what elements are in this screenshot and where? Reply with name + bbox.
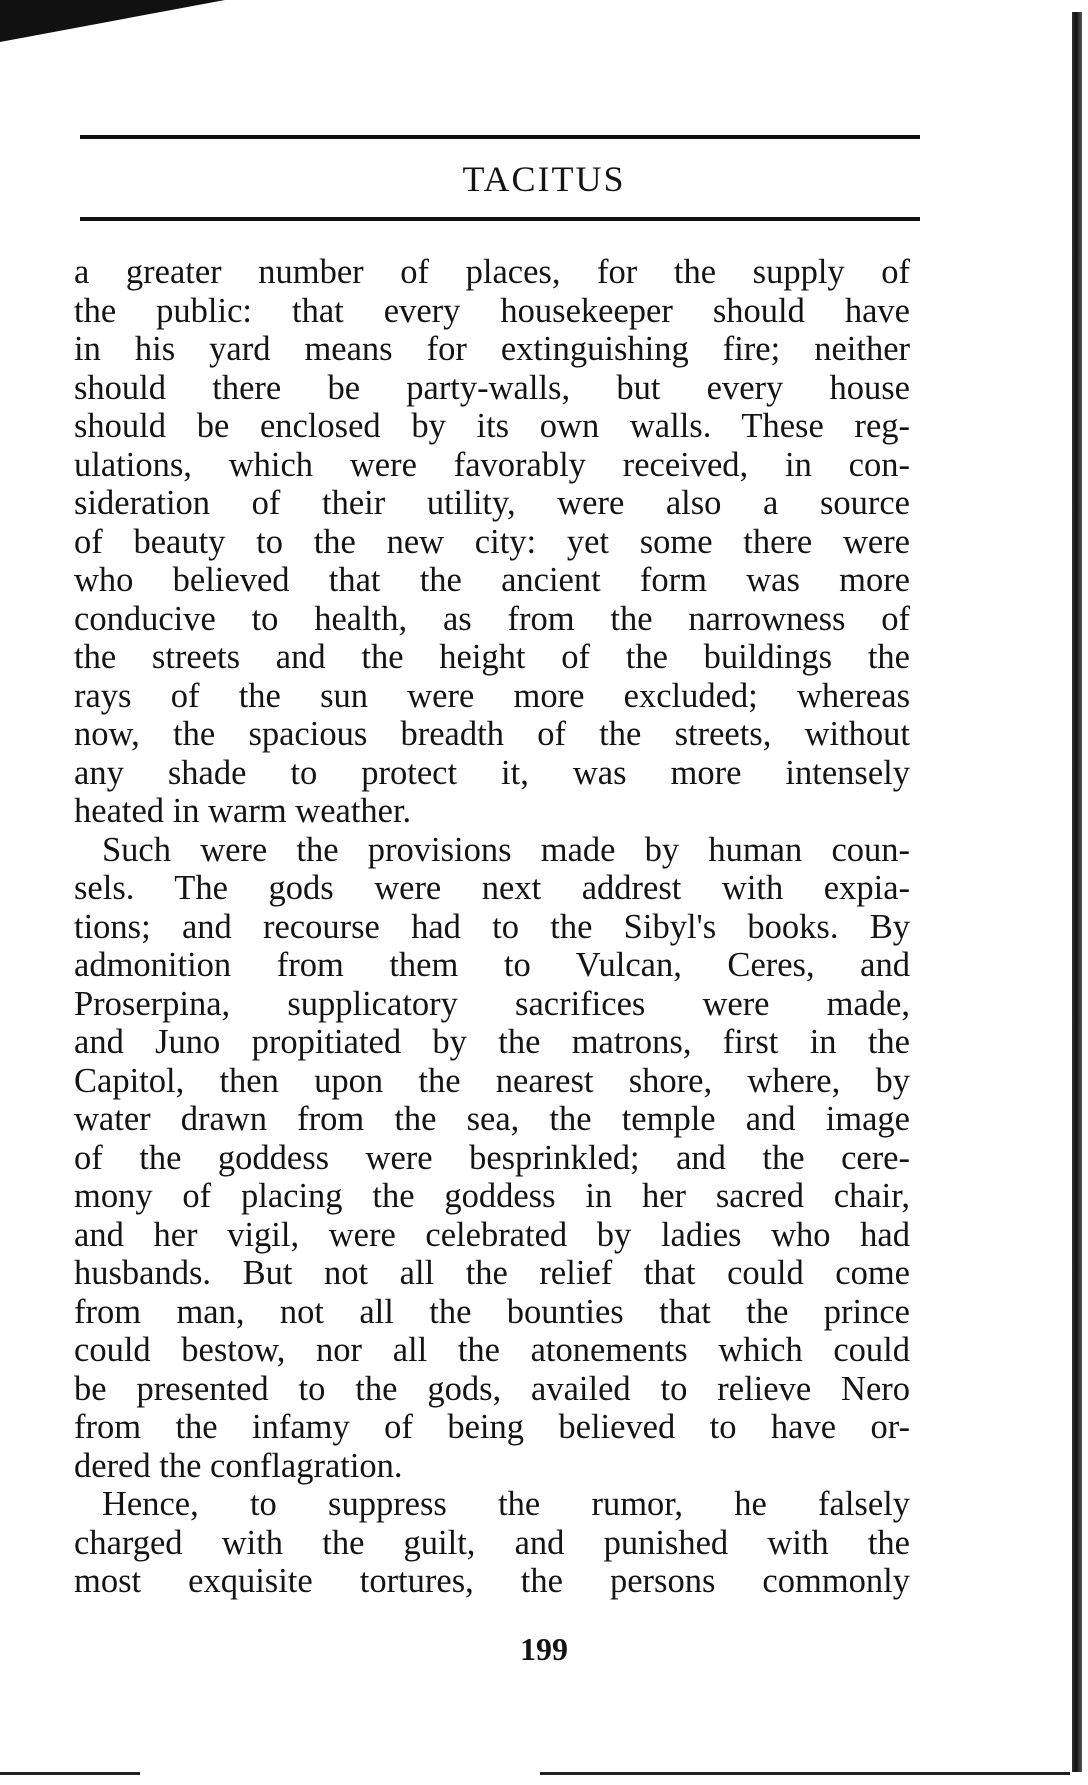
text-line: tions; and recourse had to the Sibyl's books. By bbox=[74, 907, 910, 946]
text-line: a greater number of places, for the supply of bbox=[74, 253, 910, 291]
text-line: who believed that the ancient form was more bbox=[74, 561, 910, 599]
text-line: most exquisite tortures, the persons commonly bbox=[74, 1562, 910, 1600]
text-line: charged with the guilt, and punished with the bbox=[74, 1523, 910, 1562]
text-line: from the infamy of being believed to have or- bbox=[74, 1408, 910, 1446]
text-line: should there be party-walls, but every house bbox=[74, 368, 910, 407]
text-line: the public: that every housekeeper should have bbox=[74, 291, 910, 330]
text-line: now, the spacious breadth of the streets, without bbox=[74, 715, 910, 753]
text-line: be presented to the gods, availed to relieve Nero bbox=[74, 1369, 910, 1408]
text-line: of the goddess were besprinkled; and the cere- bbox=[74, 1138, 910, 1177]
body-text bbox=[74, 253, 910, 1601]
text-line: should be enclosed by its own walls. These reg- bbox=[74, 407, 910, 445]
page-edge bbox=[1072, 12, 1082, 1772]
text-line-paragraph-start: Hence, to suppress the rumor, he falsely bbox=[102, 1485, 910, 1523]
text-line: sels. The gods were next addrest with expia- bbox=[74, 869, 910, 907]
text-line: husbands. But not all the relief that could come bbox=[74, 1254, 910, 1292]
page-number: 199 bbox=[520, 1631, 568, 1667]
text-line: Capitol, then upon the nearest shore, where, by bbox=[74, 1061, 910, 1100]
text-line: and her vigil, were celebrated by ladies who had bbox=[74, 1215, 910, 1254]
text-line: mony of placing the goddess in her sacred chair, bbox=[74, 1177, 910, 1215]
text-line: from man, not all the bounties that the prince bbox=[74, 1292, 910, 1331]
text-line: Proserpina, supplicatory sacrifices were made, bbox=[74, 984, 910, 1023]
text-line-paragraph-end: heated in warm weather. bbox=[74, 792, 412, 830]
text-line: rays of the sun were more excluded; whereas bbox=[74, 676, 910, 715]
text-line: in his yard means for extinguishing fire; neither bbox=[74, 330, 910, 368]
text-line: of beauty to the new city: yet some there were bbox=[74, 522, 910, 561]
header-rule-top bbox=[80, 135, 920, 139]
text-line: ulations, which were favorably received, in con- bbox=[74, 445, 910, 484]
text-line: admonition from them to Vulcan, Ceres, and bbox=[74, 946, 910, 984]
text-line: water drawn from the sea, the temple and image bbox=[74, 1100, 910, 1138]
header-rule-bottom bbox=[80, 217, 920, 221]
corner-mark bbox=[0, 0, 225, 42]
running-head: TACITUS bbox=[462, 159, 626, 199]
text-line: conducive to health, as from the narrowness of bbox=[74, 599, 910, 638]
text-line: could bestow, nor all the atonements which could bbox=[74, 1331, 910, 1369]
text-line: the streets and the height of the buildings the bbox=[74, 638, 910, 676]
text-line-paragraph-end: dered the conflagration. bbox=[74, 1446, 403, 1485]
text-line: and Juno propitiated by the matrons, first in the bbox=[74, 1023, 910, 1061]
bottom-rule-right bbox=[540, 1772, 1070, 1775]
text-line-paragraph-start: Such were the provisions made by human coun- bbox=[102, 830, 910, 869]
text-line: any shade to protect it, was more intensely bbox=[74, 753, 910, 792]
bottom-rule-left bbox=[0, 1772, 140, 1775]
text-line: sideration of their utility, were also a source bbox=[74, 484, 910, 522]
